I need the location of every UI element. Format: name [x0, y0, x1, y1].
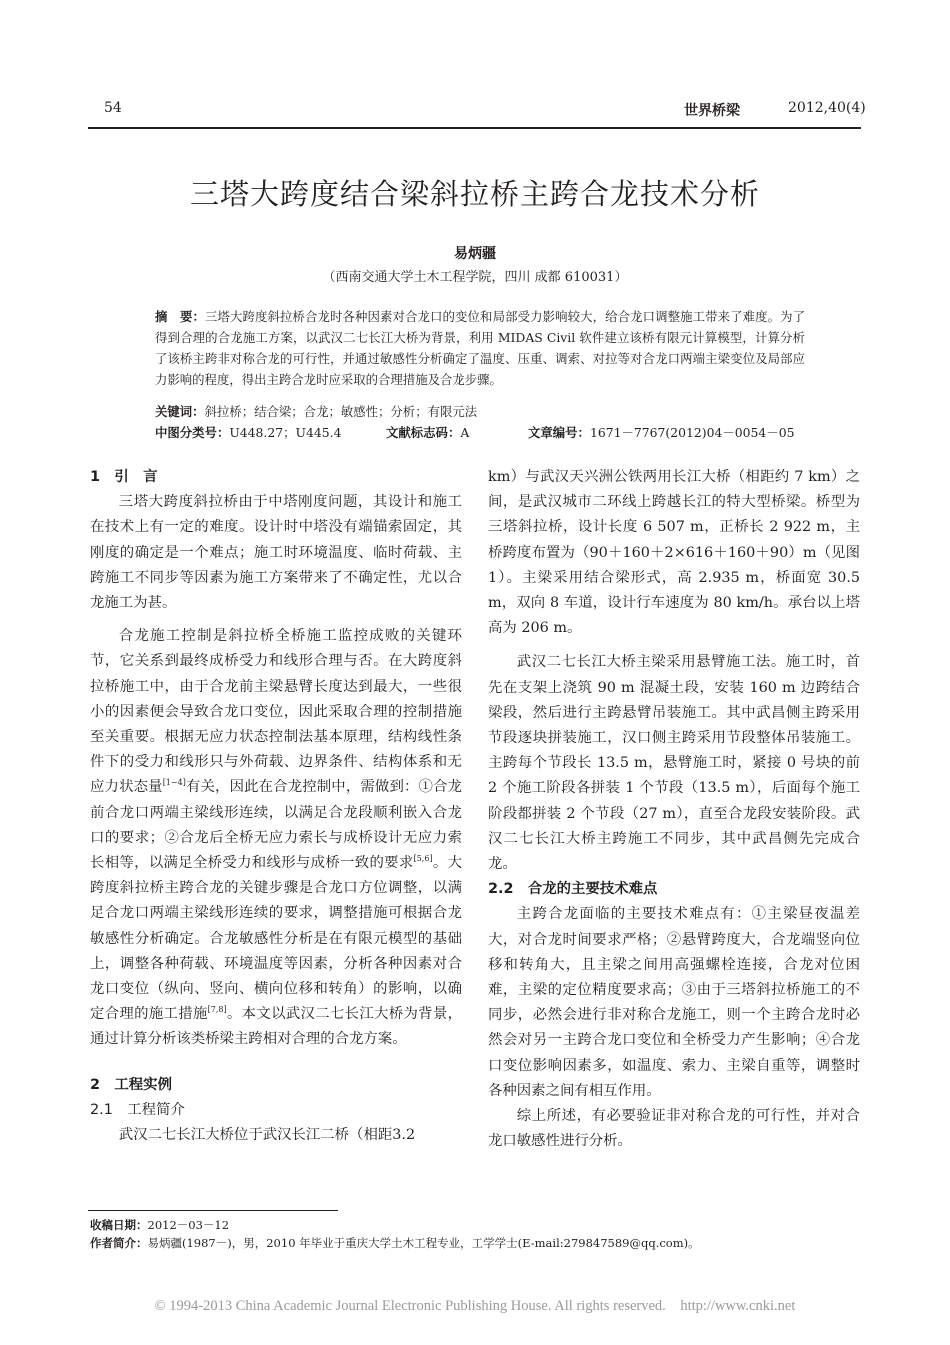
- section-2-1-heading: 2.1 工程简介: [90, 1101, 185, 1118]
- classification-line: [155, 422, 805, 443]
- section-1-heading: 1 引 言: [90, 469, 158, 485]
- section-2-heading: 2 工程实例: [90, 1076, 172, 1093]
- received-date: 收稿日期：2012－03－12: [90, 1218, 230, 1232]
- section-1-paragraph-1: 三塔大跨度斜拉桥由于中塔刚度问题，其设计和施工在技术上有一定的难度。设计时中塔没有端锚索固定，其刚度的确定是一个难点；施工时环境温度、临时荷载、主跨施工不同步等因素为施工方案带来了不确定性，尤以合龙施工为甚。: [90, 494, 462, 612]
- issue-info: 2012,40(4): [788, 100, 866, 116]
- keywords-line: [155, 401, 805, 422]
- keywords-text: 斜拉桥；结合梁；合龙；敏感性；分析；有限元法: [204, 404, 478, 419]
- author-affiliation: （西南交通大学土木工程学院，四川 成都 610031）: [322, 270, 628, 285]
- doc-code-label: 文献标志码：: [386, 425, 461, 440]
- section-1-paragraph-2: 合龙施工控制是斜拉桥全桥施工监控成败的关键环节，它关系到最终成桥受力和线形合理与否。在大跨度斜拉桥施工中，由于合龙前主梁悬臂长度达到最大，一些很小的因素便会导致合龙口变位，因此采取合理的控制措施至关重要。根据无应力状态控制法基本原理，结构线性条件下的受力和线形只与外荷载、边界条件、结构体系和无应力状态量[1~4]有关，因此在合龙控制中，需做到：①合龙前合龙口两端主梁线形连续，以满足合龙段顺利嵌入合龙口的要求；②合龙后全桥无应力索长与成桥设计无应力索长相等，以满足全桥受力和线形与成桥一致的要求[5,6]。大跨度斜拉桥主跨合龙的关键步骤是合龙口方位调整，以满足合龙口两端主梁线形连续的要求，调整措施可根据合龙敏感性分析确定。合龙敏感性分析是在有限元模型的基础上，调整各种荷载、环境温度等因素，分析各种因素对合龙口变位（纵向、竖向、横向位移和转角）的影响，以确定合理的施工措施[7,8]。本文以武汉二七长江大桥为背景，通过计算分析该类桥梁主跨相对合理的合龙方案。: [90, 628, 462, 1048]
- citation-7-8: [7,8]: [207, 1005, 227, 1015]
- left-column: [90, 465, 462, 1148]
- article-no-value: 1671－7767(2012)04－0054－05: [589, 425, 795, 440]
- article-no-label: 文章编号：: [528, 425, 590, 440]
- page-number: 54: [104, 100, 122, 116]
- author-bio: 作者简介：易炳疆(1987－)，男，2010 年毕业于重庆大学土木工程专业，工学学士(E-mail:279847589@qq.com)。: [90, 1236, 700, 1250]
- article-meta: [155, 401, 805, 443]
- clc-value: U448.27；U445.4: [229, 425, 342, 440]
- clc-label: 中图分类号：: [155, 425, 230, 440]
- copyright-watermark: [0, 1298, 950, 1315]
- abstract-label: 摘 要：: [155, 309, 206, 324]
- copyright-text: © 1994-2013 China Academic Journal Electronic Publishing House. All rights reserved.: [154, 1298, 666, 1314]
- header-rule: [88, 127, 861, 129]
- section-2-2-paragraph-2: 综上所述，有必要验证非对称合龙的可行性，并对合龙口敏感性进行分析。: [488, 1108, 860, 1150]
- author-name: 易炳疆: [454, 246, 496, 262]
- journal-name: 世界桥梁: [684, 103, 740, 119]
- citation-1-4: [1~4]: [162, 778, 186, 788]
- cnki-link[interactable]: http://www.cnki.net: [680, 1298, 796, 1314]
- footnote-rule: [88, 1210, 338, 1211]
- right-column: [488, 465, 860, 1154]
- section-2-1-paragraph-1-cont: km）与武汉天兴洲公铁两用长江大桥（相距约 7 km）之间，是武汉城市二环线上跨越长江的特大型桥梁。桥型为三塔斜拉桥，设计长度 6 507 m，正桥长 2 922 m，主桥跨度布置为（90＋160＋2×616＋160＋90）m（见图 1）。主梁采用结合梁形式，高 2.935 m，桥面宽 30.5 m，双向 8 车道，设计行车速度为 80 km/h。承台以上塔高为 206 m。: [488, 469, 860, 637]
- section-2-1-paragraph-2: 武汉二七长江大桥主梁采用悬臂施工法。施工时，首先在支架上浇筑 90 m 混凝土段，安装 160 m 边跨结合梁段，然后进行主跨悬臂吊装施工。其中武昌侧主跨采用节段逐块拼装施工，汉口侧主跨采用节段整体吊装施工。主跨每个节段长 13.5 m，悬臂施工时，紧接 0 号块的前 2 个施工阶段各拼装 1 个节段（13.5 m），后面每个施工阶段都拼装 2 个节段（27 m），直至合龙段安装阶段。武汉二七长江大桥主跨施工不同步，其中武昌侧先完成合龙。: [488, 654, 860, 873]
- keywords-label: 关键词：: [155, 404, 205, 419]
- article-title: 三塔大跨度结合梁斜拉桥主跨合龙技术分析: [189, 177, 760, 211]
- citation-5-6: [5,6]: [413, 854, 433, 864]
- section-2-2-paragraph-1: 主跨合龙面临的主要技术难点有：①主梁昼夜温差大，对合龙时间要求严格；②悬臂跨度大，合龙端竖向位移和转角大，且主梁之间用高强螺栓连接，合龙对位困难，主梁的定位精度要求高；③由于三塔斜拉桥施工的不同步，必然会进行非对称合龙施工，则一个主跨合龙时必然会对另一主跨合龙口变位和全桥受力产生影响；④合龙口变位影响因素多，如温度、索力、主梁自重等，调整时各种因素之间有相互作用。: [488, 906, 860, 1099]
- abstract-text: 三塔大跨度斜拉桥合龙时各种因素对合龙口的变位和局部受力影响较大，给合龙口调整施工带来了难度。为了得到合理的合龙施工方案，以武汉二七长江大桥为背景，利用 MIDAS Civil 软件建立该桥有限元计算模型，计算分析了该桥主跨非对称合龙的可行性，并通过敏感性分析确定了温度、压重、调索、对拉等对合龙口两端主梁变位及局部应力影响的程度，得出主跨合龙时应采取的合理措施及合龙步骤。: [155, 309, 806, 387]
- abstract: [155, 306, 805, 390]
- section-2-1-paragraph-1-start: 武汉二七长江大桥位于武汉长江二桥（相距3.2: [118, 1127, 416, 1144]
- section-2-2-heading: 2.2 合龙的主要技术难点: [488, 881, 658, 898]
- doc-code-value: A: [460, 425, 470, 440]
